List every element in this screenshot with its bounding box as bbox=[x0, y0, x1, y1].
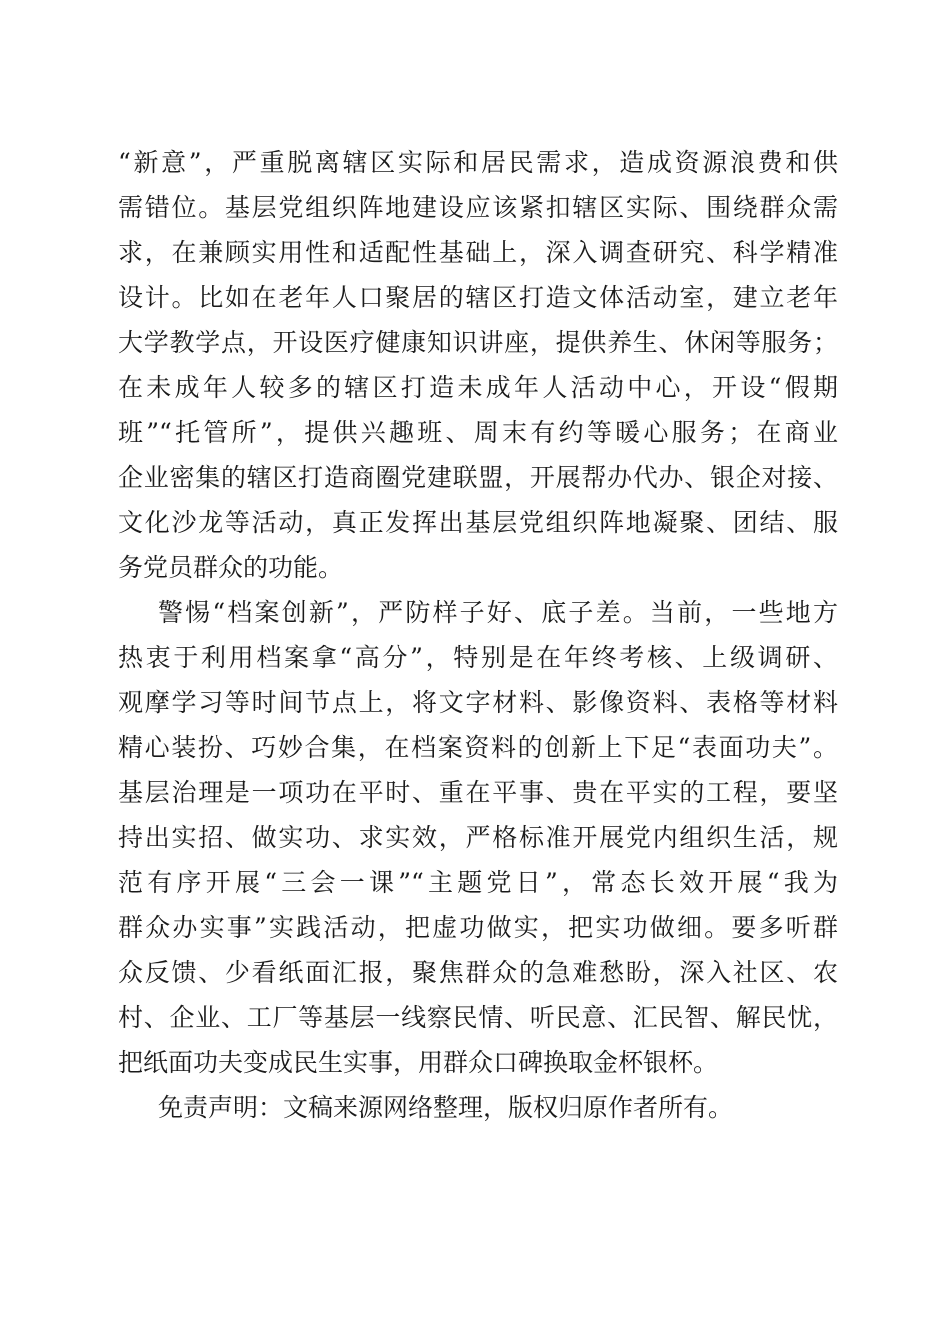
text-line: 村、企业、工厂等基层一线察民情、听民意、汇民智、解民忧， bbox=[118, 1003, 838, 1032]
article-body bbox=[118, 140, 838, 1130]
text-line: 把纸面功夫变成民生实事，用群众口碑换取金杯银杯。 bbox=[118, 1048, 719, 1077]
disclaimer-text: 免责声明：文稿来源网络整理，版权归原作者所有。 bbox=[158, 1093, 734, 1122]
text-line: 班”“托管所”，提供兴趣班、周末有约等暖心服务；在商业 bbox=[118, 418, 838, 447]
text-line: 文化沙龙等活动，真正发挥出基层党组织阵地凝聚、团结、服 bbox=[118, 508, 838, 537]
text-line: 热衷于利用档案拿“高分”，特别是在年终考核、上级调研、 bbox=[118, 643, 838, 672]
paragraph-disclaimer bbox=[118, 1085, 838, 1130]
text-line: 企业密集的辖区打造商圈党建联盟，开展帮办代办、银企对接、 bbox=[118, 463, 838, 492]
text-line: 范有序开展“三会一课”“主题党日”，常态长效开展“我为 bbox=[118, 868, 838, 897]
text-line: 警惕“档案创新”，严防样子好、底子差。当前，一些地方 bbox=[158, 598, 838, 627]
text-line: 需错位。基层党组织阵地建设应该紧扣辖区实际、围绕群众需 bbox=[118, 193, 838, 222]
text-line: 在未成年人较多的辖区打造未成年人活动中心，开设“假期 bbox=[118, 373, 838, 402]
text-line: 众反馈、少看纸面汇报，聚焦群众的急难愁盼，深入社区、农 bbox=[118, 958, 838, 987]
paragraph-venue-construction bbox=[118, 140, 838, 590]
text-line: 设计。比如在老年人口聚居的辖区打造文体活动室，建立老年 bbox=[118, 283, 838, 312]
text-line: 求，在兼顾实用性和适配性基础上，深入调查研究、科学精准 bbox=[118, 238, 838, 267]
text-line: 持出实招、做实功、求实效，严格标准开展党内组织生活，规 bbox=[118, 823, 838, 852]
text-line: “新意”，严重脱离辖区实际和居民需求，造成资源浪费和供 bbox=[118, 148, 838, 177]
paragraph-archive-innovation bbox=[118, 590, 838, 1085]
text-line: 精心装扮、巧妙合集，在档案资料的创新上下足“表面功夫”。 bbox=[118, 733, 838, 762]
text-line: 基层治理是一项功在平时、重在平事、贵在平实的工程，要坚 bbox=[118, 778, 838, 807]
text-line: 观摩学习等时间节点上，将文字材料、影像资料、表格等材料 bbox=[118, 688, 838, 717]
text-line: 务党员群众的功能。 bbox=[118, 553, 344, 582]
text-line: 大学教学点，开设医疗健康知识讲座，提供养生、休闲等服务； bbox=[118, 328, 838, 357]
text-line: 群众办实事”实践活动，把虚功做实，把实功做细。要多听群 bbox=[118, 913, 838, 942]
